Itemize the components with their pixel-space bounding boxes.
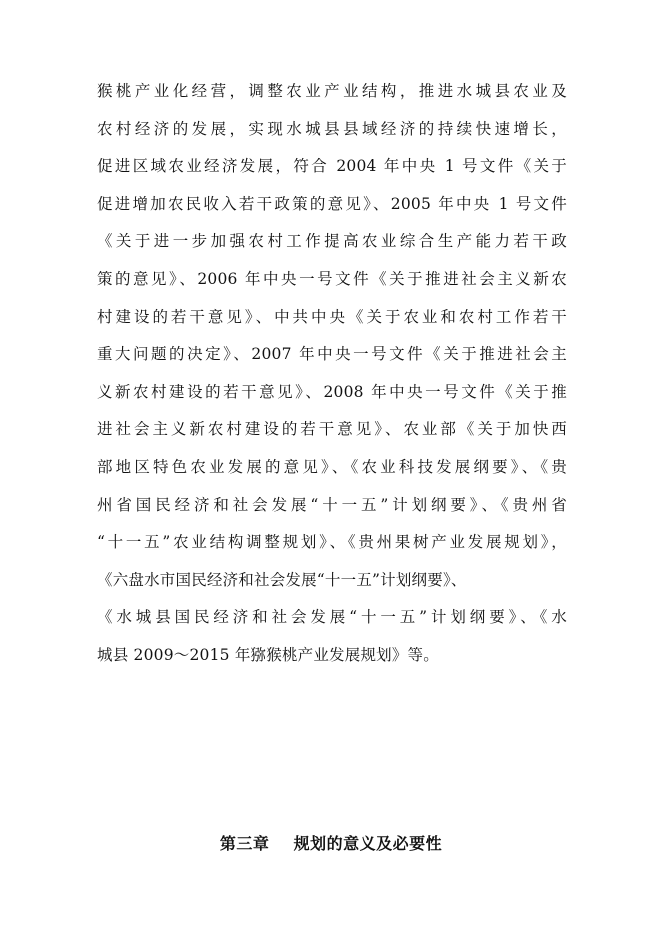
paragraph-line: 《六盘水市国民经济和社会发展“十一五”计划纲要》、 (97, 570, 467, 589)
body-paragraph (97, 78, 567, 680)
paragraph-line: 农村经济的发展，实现水城县县域经济的持续快速增长， (97, 119, 567, 138)
paragraph-line: 城县 2009～2015 年猕猴桃产业发展规划》等。 (97, 645, 439, 664)
paragraph-line: 义新农村建设的若干意见》、2008 年中央一号文件《关于推 (97, 382, 567, 401)
paragraph-line: “十一五”农业结构调整规划》、《贵州果树产业发展规划》， (97, 533, 567, 552)
paragraph-line: 促进增加农民收入若干政策的意见》、2005 年中央 1 号文件 (97, 194, 567, 213)
paragraph-line: 《水城县国民经济和社会发展“十一五”计划纲要》、《水 (97, 608, 567, 627)
paragraph-line: 《关于进一步加强农村工作提高农业综合生产能力若干政 (97, 232, 567, 251)
paragraph-line: 重大问题的决定》、2007 年中央一号文件《关于推进社会主 (97, 345, 567, 364)
chapter-heading: 第三章 规划的意义及必要性 (219, 834, 443, 853)
paragraph-line: 村建设的若干意见》、中共中央《关于农业和农村工作若干 (97, 307, 567, 326)
paragraph-line: 策的意见》、2006 年中央一号文件《关于推进社会主义新农 (97, 269, 567, 288)
paragraph-line: 猴桃产业化经营，调整农业产业结构，推进水城县农业及 (97, 82, 567, 100)
paragraph-line: 州省国民经济和社会发展“十一五”计划纲要》、《贵州省 (97, 495, 567, 514)
paragraph-line: 部地区特色农业发展的意见》、《农业科技发展纲要》、《贵 (97, 457, 567, 476)
paragraph-line: 进社会主义新农村建设的若干意见》、农业部《关于加快西 (97, 420, 567, 439)
paragraph-line: 促进区域农业经济发展，符合 2004 年中央 1 号文件《关于 (97, 157, 567, 176)
